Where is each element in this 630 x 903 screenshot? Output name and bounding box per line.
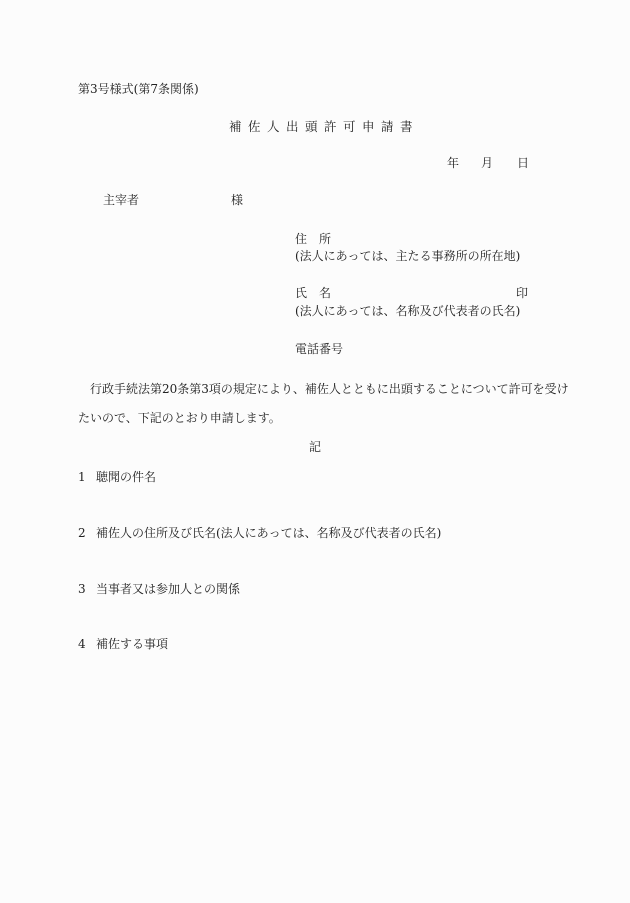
form-number: 第3号様式(第7条関係) [78,82,199,96]
address-note: (法人にあっては、主たる事務所の所在地) [295,249,521,263]
body-line-2: たいので、下記のとおり申請します。 [78,411,281,425]
name-note: (法人にあっては、名称及び代表者の氏名) [295,304,521,318]
date-year-label: 年 [447,156,460,170]
ki-heading: 記 [309,440,322,454]
address-label: 住 所 [295,232,332,246]
addressee-name: 主宰者 [103,193,140,207]
item-number: 3 [78,582,86,596]
item-number: 1 [78,470,86,484]
item-number: 4 [78,637,86,651]
item-label: 当事者又は参加人との関係 [96,582,241,596]
name-label: 氏 名 [295,286,332,300]
item-label: 補佐人の住所及び氏名(法人にあっては、名称及び代表者の氏名) [96,526,442,540]
page-title: 補佐人出頭許可申請書 [229,119,420,134]
item-label: 聴聞の件名 [96,470,157,484]
addressee-honorific: 様 [231,193,244,207]
date-day-label: 日 [517,156,530,170]
body-line-1: 行政手続法第20条第3項の規定により、補佐人とともに出頭することについて許可を受け [78,382,569,396]
date-month-label: 月 [481,156,494,170]
phone-label: 電話番号 [295,342,344,356]
item-number: 2 [78,526,86,540]
item-label: 補佐する事項 [96,637,169,651]
seal-mark: 印 [516,286,529,300]
